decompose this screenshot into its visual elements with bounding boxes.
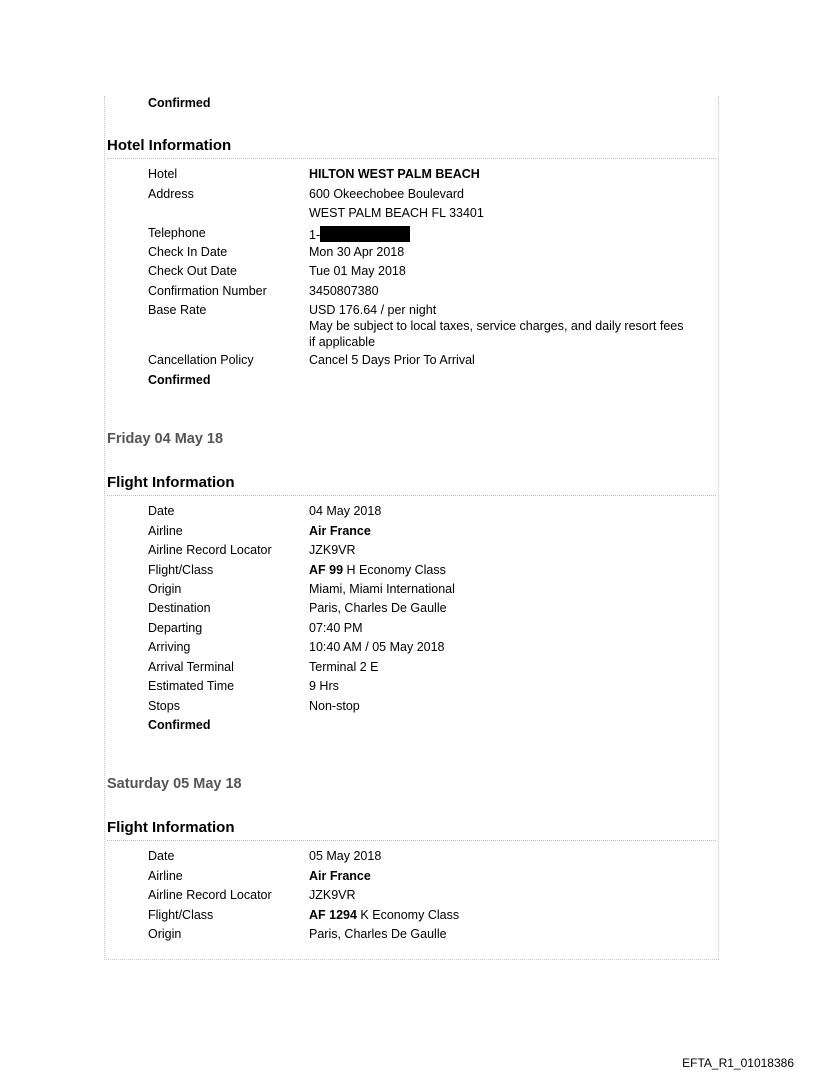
confirmation-number: 3450807380: [309, 284, 379, 298]
flight1-airline: Air France: [309, 524, 371, 538]
top-status: Confirmed: [148, 96, 211, 110]
redaction-block: [320, 226, 410, 242]
hotel-section-header: [107, 137, 716, 159]
flight2-number: AF 1294: [309, 908, 357, 922]
hotel-label: Hotel: [148, 167, 178, 181]
flight1-flight-class: [309, 563, 446, 577]
cancellation-policy: Cancel 5 Days Prior To Arrival: [309, 353, 475, 367]
flight1-departing-label: Departing: [148, 621, 203, 635]
hotel-section-title: Hotel Information: [107, 137, 232, 154]
flight2-section-header: [107, 819, 716, 841]
flight2-locator: JZK9VR: [309, 888, 356, 902]
flight1-section-header: [107, 474, 716, 496]
flight1-estimated-time: 9 Hrs: [309, 679, 339, 693]
day-heading-friday: Friday 04 May 18: [107, 431, 224, 447]
flight1-arriving-label: Arriving: [148, 640, 191, 654]
telephone-prefix: 1-: [309, 228, 321, 242]
day-heading-saturday: Saturday 05 May 18: [107, 776, 242, 792]
cancellation-label: Cancellation Policy: [148, 353, 254, 367]
document-id-footer: EFTA_R1_01018386: [682, 1056, 794, 1070]
base-rate-value: USD 176.64 / per night: [309, 303, 437, 317]
base-rate-label: Base Rate: [148, 303, 207, 317]
address-label: Address: [148, 187, 194, 201]
address-line2: WEST PALM BEACH FL 33401: [309, 206, 484, 220]
flight1-departing: 07:40 PM: [309, 621, 363, 635]
flight2-class-label: Flight/Class: [148, 908, 214, 922]
flight1-estimated-label: Estimated Time: [148, 679, 235, 693]
flight1-locator-label: Airline Record Locator: [148, 543, 272, 557]
flight2-class: K Economy Class: [356, 908, 460, 922]
flight2-origin: Paris, Charles De Gaulle: [309, 927, 447, 941]
flight1-terminal-label: Arrival Terminal: [148, 660, 234, 674]
flight1-destination-label: Destination: [148, 601, 211, 615]
flight2-flight-class: [309, 908, 459, 922]
flight1-airline-label: Airline: [148, 524, 183, 538]
hotel-status: Confirmed: [148, 373, 211, 387]
check-out-date: Tue 01 May 2018: [309, 264, 406, 278]
check-out-label: Check Out Date: [148, 264, 237, 278]
flight1-date: 04 May 2018: [309, 504, 382, 518]
flight1-locator: JZK9VR: [309, 543, 356, 557]
flight2-airline-label: Airline: [148, 869, 183, 883]
flight1-class: H Economy Class: [343, 563, 446, 577]
flight1-destination: Paris, Charles De Gaulle: [309, 601, 447, 615]
flight1-terminal: Terminal 2 E: [309, 660, 379, 674]
flight2-airline: Air France: [309, 869, 371, 883]
flight2-date: 05 May 2018: [309, 849, 382, 863]
flight2-section-title: Flight Information: [107, 819, 235, 836]
flight1-class-label: Flight/Class: [148, 563, 214, 577]
check-in-label: Check In Date: [148, 245, 228, 259]
check-in-date: Mon 30 Apr 2018: [309, 245, 405, 259]
telephone-label: Telephone: [148, 226, 206, 240]
flight1-origin: Miami, Miami International: [309, 582, 455, 596]
confirmation-label: Confirmation Number: [148, 284, 267, 298]
flight2-date-label: Date: [148, 849, 175, 863]
flight1-date-label: Date: [148, 504, 175, 518]
flight2-locator-label: Airline Record Locator: [148, 888, 272, 902]
flight1-stops: Non-stop: [309, 699, 360, 713]
flight1-section-title: Flight Information: [107, 474, 235, 491]
hotel-name: HILTON WEST PALM BEACH: [309, 167, 480, 181]
flight2-origin-label: Origin: [148, 927, 182, 941]
flight1-origin-label: Origin: [148, 582, 182, 596]
flight1-number: AF 99: [309, 563, 344, 577]
rate-note-line1: May be subject to local taxes, service charges, and daily resort fees: [309, 319, 684, 333]
rate-note-line2: if applicable: [309, 335, 376, 349]
flight1-arriving: 10:40 AM / 05 May 2018: [309, 640, 445, 654]
address-line1: 600 Okeechobee Boulevard: [309, 187, 464, 201]
flight1-status: Confirmed: [148, 718, 211, 732]
telephone-value: [309, 226, 410, 242]
flight1-stops-label: Stops: [148, 699, 180, 713]
